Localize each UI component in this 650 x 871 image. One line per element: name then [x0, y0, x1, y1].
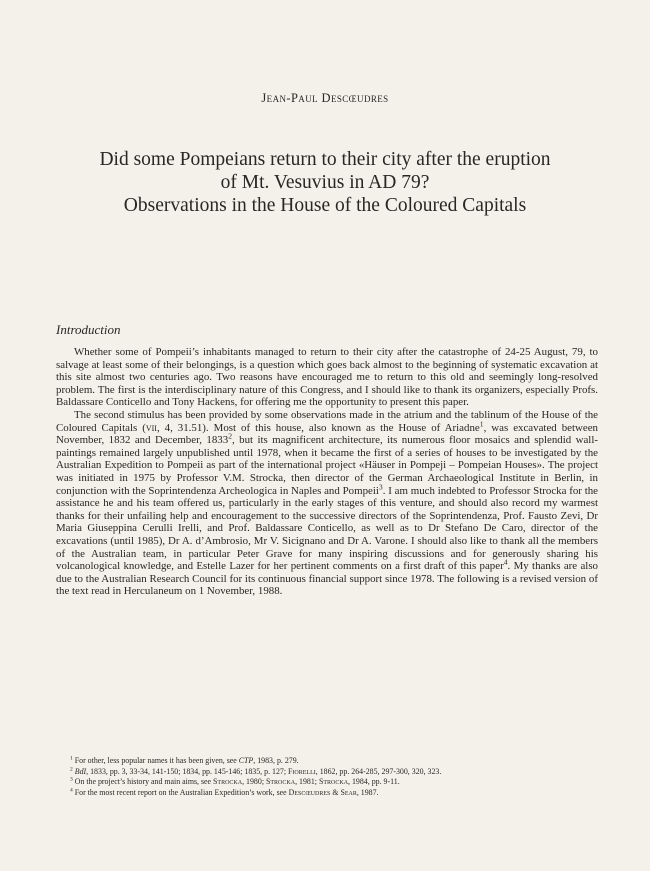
footnote-text: , 1984, pp. 9-11.	[348, 777, 400, 787]
footnote-number: 4	[70, 787, 73, 794]
footnote-2	[70, 767, 600, 778]
paper-title	[40, 148, 610, 217]
footnote-abbrev: BdI	[74, 766, 87, 776]
footnotes	[70, 756, 600, 798]
footnote-text: , 1981;	[295, 777, 319, 787]
title-line-1: Did some Pompeians return to their city after the eruption	[99, 149, 551, 170]
paragraph-2-text: The second stimulus has been provided by some observations made in the atrium and the tablinum of the House of the Coloured Capitals (	[56, 408, 598, 434]
footnote-number: 3	[70, 776, 73, 783]
footnote-author: Fiorelli	[288, 766, 316, 776]
footnote-3	[70, 777, 600, 788]
footnote-1	[70, 756, 600, 767]
title-line-2: of Mt. Vesuvius in AD 79?	[220, 172, 430, 193]
footnote-ref-1[interactable]: 1	[479, 418, 484, 428]
footnote-ref-2[interactable]: 2	[228, 431, 232, 441]
location-region: vii	[145, 421, 157, 434]
footnote-number: 1	[70, 755, 73, 762]
paragraph-2-text: , was excavated between November, 1832 and December, 1833	[56, 421, 598, 447]
paragraph-1: Whether some of Pompeii’s inhabitants managed to return to their city after the catastrophe of 24-25 August, 79, to salvage at least some of their belongings, is a question which goes back almost to the beginning of systematic excavation at this site almost two centuries ago. Two reasons have encouraged me to return to this old and seemingly long-resolved problem. The first is the interdisciplinary nature of this Congress, and I should like to thank its organizers, especially Profs. Baldassare Conticello and Tony Hackens, for offering me the opportunity to present this paper.	[56, 346, 598, 409]
footnote-author: Strocka	[318, 777, 349, 787]
author-name: Jean-Paul Descœudres	[261, 91, 389, 105]
paragraph-2-text: , but its magnificent architecture, its numerous floor mosaics and splendid wall-paintings remained largely unpublished until 1978, when it became the first of a series of houses to be investigated by the Australian Expedition to Pompeii as part of the international project «Häuser in Pompeji – Pompeian Houses». The project was initiated in 1975 by Professor V.M. Strocka, then director of the German Archaeological Institute in Berlin, in conjunction with the Soprintendenza Archeologica in Naples and Pompeii	[56, 434, 598, 497]
footnote-ref-4[interactable]: 4	[503, 557, 508, 567]
footnote-author: Strocka	[266, 777, 296, 787]
footnote-author: Descœudres	[288, 787, 331, 797]
footnote-text: &	[330, 787, 341, 797]
footnote-text: For other, less popular names it has been given, see	[74, 756, 239, 765]
footnote-number: 2	[70, 765, 73, 772]
footnote-text: On the project’s history and main aims, see	[74, 777, 214, 787]
paragraph-2-text: . My thanks are also due to the Australian Research Council for its continuous financial support since 1978. The following is a revised version of the text read in Herculaneum on 1 November, 1988.	[56, 560, 599, 598]
footnote-text: For the most recent report on the Australian Expedition’s work, see	[74, 787, 289, 797]
footnote-text: , 1987.	[356, 787, 379, 797]
footnote-text: , 1980;	[242, 777, 266, 787]
footnote-text: , 1833, pp. 3, 33-34, 141-150; 1834, pp. 145-146; 1835, p. 127;	[86, 766, 289, 776]
footnote-abbrev: CTP	[238, 756, 254, 765]
paragraph-2-text: . I am much indebted to Professor Strocka for the assistance he and his team offered us, particularly in the early stages of this venture, and should also record my warmest thanks for their unfailing help and encouragement to the successive directors of the Soprintendenza, Prof. Fausto Zevi, Dr Maria Giuseppina Cerulli Irelli, and Prof. Baldassare Conticello, as well as to Dr Stefano De Caro, director of the excavations (until 1985), Dr A. d’Ambrosio, Mr V. Sicignano and Dr A. Varone. I should also like to thank all the members of the Australian team, in particular Peter Grave for many inspiring discussions and for generously sharing his volcanological knowledge, and Estelle Lazer for her pertinent comments on a first draft of this paper	[56, 484, 599, 573]
footnote-ref-3[interactable]: 3	[378, 481, 383, 491]
section-heading: Introduction	[56, 322, 121, 337]
paragraph-2-text: , 4, 31.51). Most of this house, also known as the House of Ariadne	[156, 421, 480, 434]
title-line-3: Observations in the House of the Coloured Capitals	[123, 195, 527, 216]
footnote-text: , 1983, p. 279.	[253, 756, 299, 765]
body-text	[56, 346, 598, 598]
footnote-4	[70, 788, 600, 799]
paragraph-2	[56, 409, 598, 598]
footnote-author: Sear	[340, 787, 357, 797]
footnote-text: , 1862, pp. 264-285, 297-300, 320, 323.	[315, 766, 442, 776]
footnote-author: Strocka	[213, 777, 243, 787]
